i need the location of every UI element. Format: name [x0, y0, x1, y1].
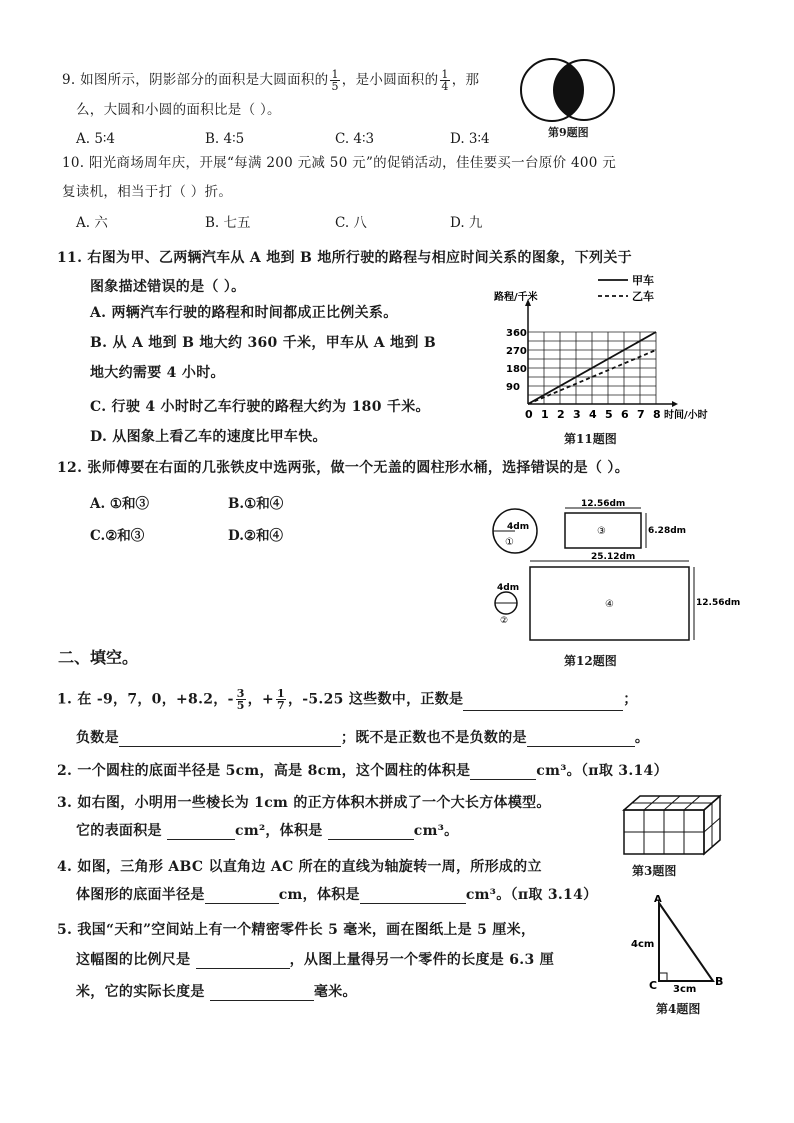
q11-option-b: B. 从 A 地到 B 地大约 360 千米，甲车从 A 地到 B: [90, 335, 436, 351]
fill1-fraction-1: [236, 688, 246, 711]
fill5-line3: [76, 983, 357, 1001]
q9-frac1-num: 1: [331, 68, 339, 81]
vertex-b-label: B: [715, 975, 724, 988]
fill4-radius-blank[interactable]: [205, 889, 279, 904]
circle2-diameter-label: 4dm: [497, 583, 520, 593]
rect4-number: ④: [605, 599, 614, 610]
fill1-fraction-2: [276, 688, 286, 711]
rect3-height-label: 6.28dm: [648, 526, 687, 536]
fill1-text-b: ，+: [247, 691, 275, 708]
fill4-text-a: 体图形的底面半径是: [76, 887, 205, 903]
q12-figure-caption: 第12题图: [564, 654, 617, 668]
q10-line1: 10. 阳光商场周年庆，开展“每满 200 元减 50 元”的促销活动，佳佳要买一台原价 400 元: [62, 155, 617, 171]
q11-line-chart: [480, 268, 730, 428]
fill3-area-blank[interactable]: [167, 825, 235, 840]
q9-option-a: A. 5∶4: [76, 131, 116, 147]
side-cb-label: 3cm: [673, 984, 697, 993]
fill1-negative-label: 负数是: [76, 730, 119, 746]
q9-text-b: ，是小圆面积的: [341, 72, 439, 88]
fill4-figure-triangle: [625, 893, 735, 993]
fill1-frac2-den: 7: [277, 699, 285, 712]
fill1-text-end: 。: [634, 730, 650, 746]
q9-frac2-den: 4: [441, 80, 449, 93]
fill2-line: [57, 762, 668, 780]
x-tick-label: 5: [605, 408, 613, 421]
q11-option-d: D. 从图象上看乙车的速度比甲车快。: [90, 429, 327, 445]
fill1-line1: [57, 688, 638, 711]
fill1-frac2-num: 1: [277, 687, 285, 700]
side-ac-label: 4cm: [631, 939, 655, 950]
q9-figure-circles: [510, 58, 620, 124]
fill1-text-d: ；: [623, 691, 638, 708]
fill1-line2: [76, 729, 649, 747]
x-tick-label: 6: [621, 408, 629, 421]
q9-fraction-1: [330, 69, 339, 92]
fill4-volume-blank[interactable]: [360, 889, 466, 904]
vertex-c-label: C: [649, 979, 658, 992]
fill1-neither-blank[interactable]: [527, 732, 635, 747]
q9-line2: 么，大圆和小圆的面积比是（ ）。: [76, 102, 281, 118]
q12-figure-sheets: [485, 495, 745, 645]
fill5-line1: 5. 我国“天和”空间站上有一个精密零件长 5 毫米，画在图纸上是 5 厘米，: [57, 922, 536, 938]
q12-line1: 12. 张师傅要在右面的几张铁皮中选两张，做一个无盖的圆柱形水桶，选择错误的是（ ）。: [57, 460, 630, 476]
y-tick-label: 270: [506, 346, 527, 357]
circle2-number: ②: [500, 616, 509, 626]
fill5-scale-blank[interactable]: [196, 954, 290, 969]
fill1-text-a: 1. 在 -9，7，0，+8.2，-: [57, 691, 234, 708]
q9-frac2-num: 1: [441, 68, 449, 81]
x-axis-label: 时间/小时: [664, 410, 708, 421]
q11-option-c: C. 行驶 4 小时时乙车行驶的路程大约为 180 千米。: [90, 399, 430, 415]
fill1-negative-blank[interactable]: [119, 732, 341, 747]
q9-option-b: B. 4∶5: [205, 131, 245, 147]
fill3-figure-caption: 第3题图: [632, 864, 677, 878]
fill4-line2: [76, 886, 597, 904]
y-tick-label: 360: [506, 328, 527, 339]
legend-label-2: 乙车: [632, 290, 654, 303]
fill2-text-b: cm³。（π取 3.14）: [536, 763, 668, 779]
q12-option-d: D.②和④: [228, 528, 284, 544]
fill5-text-d: 毫米。: [313, 984, 357, 1000]
q12-option-a: A. ①和③: [90, 496, 149, 512]
q12-option-c: C.②和③: [90, 528, 145, 544]
fill4-figure-caption: 第4题图: [656, 1002, 701, 1016]
fill3-line2: [76, 822, 458, 840]
fill1-positive-blank[interactable]: [463, 696, 623, 711]
y-tick-label: 180: [506, 364, 527, 375]
circle1-diameter-label: 4dm: [507, 522, 530, 532]
fill3-volume-blank[interactable]: [328, 825, 414, 840]
rect3-number: ③: [597, 526, 606, 537]
fill1-frac1-num: 3: [236, 687, 245, 700]
vertex-a-label: A: [654, 894, 662, 905]
q10-option-d: D. 九: [450, 215, 483, 231]
x-tick-label: 0: [525, 408, 533, 421]
fill2-text-a: 2. 一个圆柱的底面半径是 5cm，高是 8cm，这个圆柱的体积是: [57, 763, 471, 779]
triangle-abc: [659, 903, 713, 981]
rect3-width-label: 12.56dm: [581, 499, 626, 509]
y-tick-label: 90: [506, 382, 520, 393]
q12-option-b: B.①和④: [228, 496, 284, 512]
circle1-number: ①: [505, 537, 514, 548]
x-tick-label: 3: [573, 408, 581, 421]
x-tick-label: 2: [557, 408, 565, 421]
q9-text-c: ，那: [451, 72, 480, 88]
q11-line2: 图象描述错误的是（ ）。: [90, 279, 246, 295]
legend-label-1: 甲车: [632, 274, 654, 287]
fill4-text-c: cm³。（π取 3.14）: [465, 887, 598, 903]
x-tick-label: 8: [653, 408, 661, 421]
fill1-neither-label: ；既不是正数也不是负数的是: [340, 730, 527, 746]
q9-option-d: D. 3∶4: [450, 131, 490, 147]
q10-option-b: B. 七五: [205, 215, 251, 231]
q10-line2: 复读机，相当于打（ ）折。: [62, 184, 233, 200]
fill4-text-b: cm，体积是: [278, 887, 360, 903]
q10-option-a: A. 六: [76, 215, 108, 231]
fill3-text-b: cm²，体积是: [235, 823, 323, 839]
fill2-volume-blank[interactable]: [470, 765, 536, 780]
fill5-line2: [76, 951, 554, 969]
fill3-line1: 3. 如右图，小明用一些棱长为 1cm 的正方体积木拼成了一个大长方体模型。: [57, 795, 551, 811]
rect4-width-label: 25.12dm: [591, 552, 636, 562]
section2-title: 二、填空。: [58, 648, 139, 667]
fill5-text-c: 米，它的实际长度是: [76, 984, 205, 1000]
x-tick-label: 1: [541, 408, 549, 421]
q9-figure-caption: 第9题图: [548, 126, 589, 139]
fill5-length-blank[interactable]: [210, 986, 314, 1001]
q11-figure-caption: 第11题图: [564, 432, 617, 446]
q9-line1: [62, 69, 479, 92]
q9-option-c: C. 4∶3: [335, 131, 375, 147]
q11-option-a: A. 两辆汽车行驶的路程和时间都成正比例关系。: [90, 305, 398, 321]
rect4-height-label: 12.56dm: [696, 598, 741, 608]
q10-option-c: C. 八: [335, 215, 367, 231]
fill4-line1: 4. 如图，三角形 ABC 以直角边 AC 所在的直线为轴旋转一周，所形成的立: [57, 859, 542, 875]
fill1-frac1-den: 5: [236, 699, 245, 712]
q9-fraction-2: [440, 69, 449, 92]
q11-option-b-cont: 地大约需要 4 小时。: [90, 365, 225, 381]
fill1-text-c: ，-5.25 这些数中，正数是: [287, 691, 464, 708]
q9-text-a: 9. 如图所示，阴影部分的面积是大圆面积的: [62, 72, 329, 88]
q9-frac1-den: 5: [331, 80, 339, 93]
fill3-text-c: cm³。: [413, 823, 459, 839]
x-axis-arrow: [672, 401, 678, 407]
fill3-text-a: 它的表面积是: [76, 823, 162, 839]
fill5-text-b: ，从图上量得另一个零件的长度是 6.3 厘: [289, 952, 554, 968]
fill5-text-a: 这幅图的比例尺是: [76, 952, 191, 968]
x-tick-label: 7: [637, 408, 645, 421]
y-axis-label: 路程/千米: [494, 292, 538, 303]
x-tick-label: 4: [589, 408, 597, 421]
q11-line1: 11. 右图为甲、乙两辆汽车从 A 地到 B 地所行驶的路程与相应时间关系的图象，下列关于: [57, 250, 632, 266]
fill3-figure-cuboid: [620, 792, 730, 862]
